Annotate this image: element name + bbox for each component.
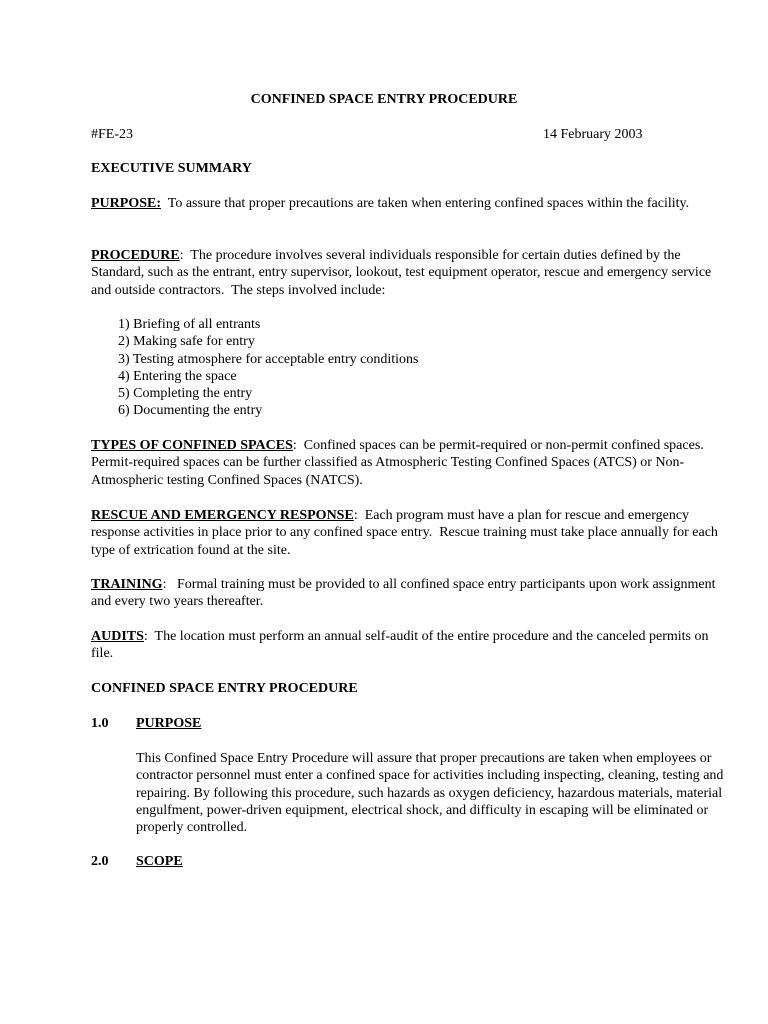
document-number: #FE-23 [91, 127, 133, 142]
rescue-text: : Each program must have a plan for rescue and emergency response activities in place prior to any confined space entry. Rescue training must take place annually for each type of extrication found at the site. [91, 508, 722, 558]
list-item: 4) Entering the space [118, 368, 237, 384]
types-paragraph [91, 437, 731, 489]
list-item: 6) Documenting the entry [118, 403, 263, 419]
list-item: 1) Briefing of all entrants [118, 317, 261, 332]
section-purpose-text: This Confined Space Entry Procedure will assure that proper precautions are taken when employees or contractor personnel must enter a confined space for activities including inspecting, cleaning, testing and repairing. By following this procedure, such hazards as oxygen deficiency, hazardous materials, material engulfment, power-driven equipment, electrical shock, and difficulty in escaping will be eliminated or properly controlled. [136, 751, 724, 836]
training-text: : Formal training must be provided to all confined space entry participants upon work assignment and every two years thereafter. [91, 577, 719, 610]
training-label: TRAINING [91, 577, 163, 592]
rescue-paragraph [91, 507, 731, 559]
list-item: 3) Testing atmosphere for acceptable entry conditions [118, 351, 419, 367]
procedure-text: : The procedure involves several individuals responsible for certain duties defined by the Standard, such as the entrant, entry supervisor, lookout, test equipment operator, rescue and emergency service and outside contractors. The steps involved include: [91, 248, 715, 298]
list-item: 2) Making safe for entry [118, 334, 255, 350]
procedure-paragraph [91, 247, 731, 299]
purpose-label: PURPOSE: [91, 196, 161, 211]
audits-text: : The location must perform an annual self-audit of the entire procedure and the canceled permits on file. [91, 629, 712, 662]
procedure-section-heading: CONFINED SPACE ENTRY PROCEDURE [91, 681, 358, 696]
document-title: CONFINED SPACE ENTRY PROCEDURE [250, 92, 518, 107]
types-label: TYPES OF CONFINED SPACES [91, 438, 293, 453]
types-text: : Confined spaces can be permit-required or non-permit confined spaces. Permit-required spaces can be further classified as Atmospheric Testing Confined Spaces (ATCS) or Non-Atmospheric testing Confined Spaces (NATCS). [91, 438, 711, 488]
rescue-label: RESCUE AND EMERGENCY RESPONSE [91, 508, 354, 523]
document-date: 14 February 2003 [543, 127, 643, 142]
section-number: 1.0 [91, 716, 109, 731]
list-item: 5) Completing the entry [118, 386, 253, 402]
training-paragraph [91, 576, 731, 611]
procedure-steps-list [118, 316, 718, 420]
purpose-paragraph [91, 195, 731, 212]
audits-paragraph [91, 628, 731, 663]
section-title-purpose: PURPOSE [136, 716, 202, 731]
procedure-label: PROCEDURE [91, 248, 180, 263]
executive-summary-heading: EXECUTIVE SUMMARY [91, 161, 252, 176]
purpose-text: To assure that proper precautions are taken when entering confined spaces within the facility. [161, 196, 690, 211]
section-title-scope: SCOPE [136, 854, 183, 869]
section-number: 2.0 [91, 854, 109, 869]
audits-label: AUDITS [91, 629, 144, 644]
